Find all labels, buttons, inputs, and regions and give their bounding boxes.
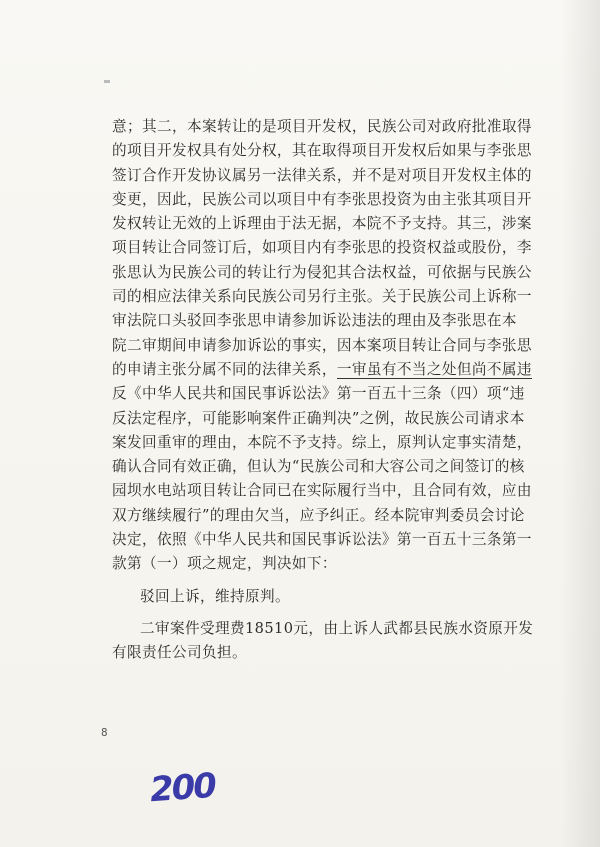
text-line: 张思认为民族公司的转让行为侵犯其合法权益，可依据与民族公 — [112, 263, 532, 281]
text-line: 司的相应法律关系向民族公司另行主张。关于民族公司上诉称一 — [112, 288, 532, 306]
text-line: 款第（一）项之规定，判决如下： — [112, 555, 337, 573]
text-line: 反《中华人民共和国民事诉讼法》第一百五十三条（四）项“违 — [112, 385, 525, 403]
text-line: 签订合作开发协议属另一法律关系，并不是对项目开发权主体的 — [112, 166, 532, 184]
text-line: 园坝水电站项目转让合同已在实际履行当中，且合同有效，应由 — [112, 482, 532, 500]
text-line: 反法定程序，可能影响案件正确判决”之例，故民族公司请求本 — [112, 409, 525, 427]
text-fragment: 的申请主张分属不同的法律关系， — [112, 360, 337, 378]
text-line: 决定，依照《中华人民共和国民事诉讼法》第一百五十三条第一 — [112, 531, 532, 549]
underlined-phrase: 一审虽有不当之处但尚不属违 — [336, 360, 532, 378]
text-line: 的项目开发权具有处分权，其在取得项目开发权后如果与李张思 — [112, 142, 532, 160]
fee-line-continued: 有限责任公司负担。 — [112, 644, 247, 662]
text-line: 审法院口头驳回李张思申请参加诉讼违法的理由及李张思在本 — [112, 312, 517, 330]
text-line: 变更，因此，民族公司以项目中有李张思投资为由主张其项目开 — [112, 190, 532, 208]
text-line: 确认合同有效正确，但认为“民族公司和大容公司之间签订的核 — [112, 458, 525, 476]
verdict-line: 驳回上诉，维持原判。 — [140, 587, 290, 605]
text-line: 院二审期间申请参加诉讼的事实，因本案项目转让合同与李张思 — [112, 336, 532, 354]
scan-shadow — [560, 0, 600, 847]
text-line: 双方继续履行”的理由欠当，应予纠正。经本院审判委员会讨论 — [112, 506, 525, 524]
text-line: 项目转让合同签订后，如项目内有李张思的投资权益或股份，李 — [112, 239, 532, 257]
text-line: 意；其二，本案转让的是项目开发权，民族公司对政府批准取得 — [112, 118, 532, 135]
fee-line: 二审案件受理费18510元，由上诉人武都县民族水资原开发 — [140, 619, 534, 637]
judgment-body — [112, 115, 557, 666]
handwritten-number: 200 — [148, 765, 217, 811]
text-line: 案发回重审的理由，本院不予支持。综上，原判认定事实清楚， — [112, 433, 532, 451]
text-line: 发权转让无效的上诉理由于法无据，本院不予支持。其三，涉案 — [112, 215, 532, 233]
scan-mark — [104, 80, 110, 83]
text-line-with-underline — [112, 358, 557, 382]
page-number: 8 — [101, 726, 108, 739]
